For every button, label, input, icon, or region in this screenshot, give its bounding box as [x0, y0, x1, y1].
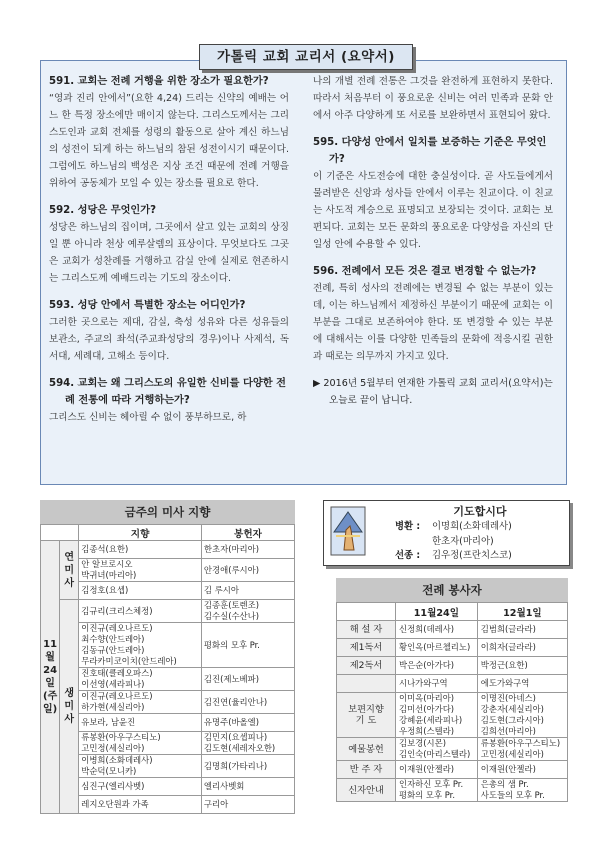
- question-heading: 593. 성당 안에서 특별한 장소는 어디인가?: [49, 300, 246, 311]
- answer-text: 나의 개별 전례 전통은 그것을 완전하게 표현하지 못한다. 따라서 처음부터 이 풍요로운 신비는 여러 민족과 문화 안에서 아주 다양하게 또 서로를 보완하면서 표현되어 왔다.: [313, 76, 553, 121]
- service-corner-cell: [337, 603, 396, 621]
- answer-text: 성당은 하느님의 집이며, 그곳에서 살고 있는 교회의 상징일 뿐 아니라 천상 예루살렘의 표상이다. 무엇보다도 그곳은 교회가 성찬례를 거행하고 감실 안에 실제로 현존하시는 그리스도께 예배드리는 기도의 장소이다.: [49, 222, 289, 284]
- server-cell: 김범희(글라라): [477, 621, 567, 639]
- role-cell: 보편지향 기 도: [337, 693, 396, 738]
- intention-cell: 류봉환(아우구스티노) 고민정(세실리아): [79, 732, 202, 755]
- table-row: [41, 796, 295, 814]
- table-row: [41, 778, 295, 796]
- table-row: [337, 657, 568, 675]
- table-row: [337, 738, 568, 761]
- intention-cell: 레지오단원과 가족: [79, 796, 202, 814]
- offerer-cell: 김명희(가타리나): [201, 755, 294, 778]
- answer-text: 그러한 곳으로는 제대, 감실, 축성 성유와 다른 성유들의 보관소, 주교의 좌석(주교좌성당의 경우)이나 사제석, 독서대, 세례대, 고해소 등이다.: [49, 317, 289, 362]
- intention-cell: 김정호(요셉): [79, 582, 202, 600]
- server-cell: 이재원(안젤라): [477, 761, 567, 779]
- question-heading: 596. 전례에서 모든 것은 결코 변경할 수 없는가?: [313, 266, 537, 277]
- server-cell: 인자하신 모후 Pr. 평화의 모후 Pr.: [396, 779, 478, 802]
- server-cell: 이희자(글라라): [477, 639, 567, 657]
- intention-cell: 이진규(레오나르도) 최수향(안드레아) 김동규(안드레아) 무라카미코이치(안드레아): [79, 623, 202, 668]
- table-row: [337, 639, 568, 657]
- intention-cell: 김종석(요한): [79, 541, 202, 559]
- role-cell: [337, 675, 396, 693]
- intention-cell: 유보라, 남윤진: [79, 714, 202, 732]
- sick-name: 한초자(마리아): [432, 536, 494, 547]
- server-cell: 이명진(아네스) 강춘자(세실리아) 김도현(그라시아) 김희선(마리아): [477, 693, 567, 738]
- offerer-cell: 김 루시아: [201, 582, 294, 600]
- liturgy-service-table: [336, 602, 568, 802]
- offerer-cell: 김종훈(토렌조) 김수실(수산나): [201, 600, 294, 623]
- server-cell: 황인옥(마르첼리노): [396, 639, 478, 657]
- table-row: [337, 675, 568, 693]
- date-header: 12월1일: [477, 603, 567, 621]
- role-cell: 예물봉헌: [337, 738, 396, 761]
- role-cell: 제1독서: [337, 639, 396, 657]
- answer-text: “영과 진리 안에서”(요한 4,24) 드리는 신약의 예배는 어느 한 특정 장소에만 매이지 않는다. 그리스도께서는 그리스도인과 교회 전체를 성령의 활동으로 살아 계신 하느님의 성전이 되게 하는 하느님의 참된 성전이시기 때문이다. 그럼에도 하느님의 백성은 지상 조건 때문에 전례 거행을 위하여 공동체가 모일 수 있는 장소를 필요로 한다.: [49, 93, 289, 189]
- catechism-title: 가톨릭 교회 교리서 (요약서): [199, 44, 413, 70]
- server-cell: 류봉환(아우구스티노) 고민정(세실리아): [477, 738, 567, 761]
- intention-cell: 안 알브로시오 박귀녀(마리아): [79, 559, 202, 582]
- table-row: [337, 779, 568, 802]
- table-row: [337, 621, 568, 639]
- offerer-cell: 김진(제노베파): [201, 668, 294, 691]
- mass-intention-table: [40, 524, 295, 814]
- server-cell: 시나가와구역: [396, 675, 478, 693]
- service-section-title: 전례 봉사자: [336, 578, 568, 602]
- intention-cell: 이진규(레오나르도) 하가현(세실리아): [79, 691, 202, 714]
- table-row: [41, 600, 295, 623]
- col-offerer-header: 봉헌자: [201, 525, 294, 541]
- offerer-cell: 김진연(율리안나): [201, 691, 294, 714]
- table-row: [41, 732, 295, 755]
- server-cell: 박정근(요한): [477, 657, 567, 675]
- col-intention-header: 지향: [79, 525, 202, 541]
- offerer-cell: 엘리사벳회: [201, 778, 294, 796]
- answer-text: 그리스도 신비는 헤아릴 수 없이 풍부하므로, 하: [49, 412, 247, 423]
- offerer-cell: 김민지(요셉피나) 김도현(세레자오한): [201, 732, 294, 755]
- table-row: [337, 693, 568, 738]
- sick-name: 이명희(소화데레사): [432, 521, 512, 532]
- sick-label: 병환 :: [395, 521, 421, 532]
- death-name: 김우정(프란치스코): [432, 550, 512, 561]
- server-cell: 박은순(아가다): [396, 657, 478, 675]
- question-heading: 591. 교회는 전례 거행을 위한 장소가 필요한가?: [49, 76, 269, 87]
- table-row: [41, 668, 295, 691]
- intention-cell: 진호태(클레오파스) 이선영(세라피나): [79, 668, 202, 691]
- offerer-cell: 한초자(마리아): [201, 541, 294, 559]
- question-heading: 594. 교회는 왜 그리스도의 유일한 신비를 다양한 전례 전통에 따라 거행하는가?: [49, 378, 286, 406]
- server-cell: 이재원(안젤라): [396, 761, 478, 779]
- mass-section-title: 금주의 미사 지향: [40, 500, 295, 524]
- mass-corner-cell: [41, 525, 79, 541]
- offerer-cell: 구리아: [201, 796, 294, 814]
- server-cell: 이미옥(마리아) 김미선(아가다) 강혜윤(세라피나) 우정희(스텔라): [396, 693, 478, 738]
- role-cell: 제2독서: [337, 657, 396, 675]
- table-row: [41, 623, 295, 668]
- offerer-cell: 평화의 모후 Pr.: [201, 623, 294, 668]
- role-cell: 해 설 자: [337, 621, 396, 639]
- catechism-left-column: [49, 73, 289, 436]
- catechism-right-column: [313, 73, 553, 409]
- answer-text: 전례, 특히 성사의 전례에는 변경될 수 없는 부분이 있는데, 이는 하느님께서 제정하신 부분이기 때문에 교회는 이 부분을 그대로 보존하여야 한다. 또 변경할 수 있는 부분에 대해서는 이를 다양한 민족들의 문화에 적응시킬 권한과 때로는 의무까지 가지고 있다.: [313, 283, 553, 362]
- table-row: [41, 559, 295, 582]
- table-row: [41, 582, 295, 600]
- table-row: [41, 714, 295, 732]
- catechism-box: [40, 60, 567, 485]
- server-cell: 신정희(데레사): [396, 621, 478, 639]
- question-heading: 592. 성당은 무엇인가?: [49, 205, 157, 216]
- role-cell: 신자안내: [337, 779, 396, 802]
- table-row: [337, 761, 568, 779]
- intention-cell: 심진구(엘리사벳): [79, 778, 202, 796]
- answer-text: 이 기준은 사도전승에 대한 충실성이다. 곧 사도들에게서 물려받은 신앙과 성사들 안에서 이루는 친교이다. 이 친교는 사도적 계승으로 표명되고 보장되는 것이다. 교회는 보편되다. 교회는 모든 문화의 풍요로운 다양성을 자신의 단일성 안에 수용할 수 있다.: [313, 171, 553, 250]
- memorial-mass-label: 연미사: [60, 541, 79, 600]
- table-row: [41, 541, 295, 559]
- server-cell: 에도가와구역: [477, 675, 567, 693]
- server-cell: 은총의 샘 Pr. 사도들의 모후 Pr.: [477, 779, 567, 802]
- praying-hands-icon: [330, 506, 366, 556]
- death-label: 선종 :: [395, 550, 421, 561]
- question-heading: 595. 다양성 안에서 일치를 보증하는 기준은 무엇인가?: [313, 137, 547, 165]
- table-row: [41, 691, 295, 714]
- intention-cell: 김규리(크리스체정): [79, 600, 202, 623]
- living-mass-label: 생미사: [60, 600, 79, 814]
- series-end-note: ▶ 2016년 5월부터 연재한 가톨릭 교회 교리서(요약서)는 오늘로 끝이 납니다.: [313, 378, 553, 406]
- table-row: [41, 755, 295, 778]
- offerer-cell: 안경애(루시아): [201, 559, 294, 582]
- prayer-title: 기도합시다: [453, 505, 507, 518]
- offerer-cell: 유명주(바올엘): [201, 714, 294, 732]
- date-header: 11월24일: [396, 603, 478, 621]
- mass-date-cell: 11월24일(주일): [41, 541, 60, 814]
- server-cell: 김보경(시몬) 김인숙(마리스텔라): [396, 738, 478, 761]
- intention-cell: 이병희(소화데레사) 박순덕(모니카): [79, 755, 202, 778]
- role-cell: 반 주 자: [337, 761, 396, 779]
